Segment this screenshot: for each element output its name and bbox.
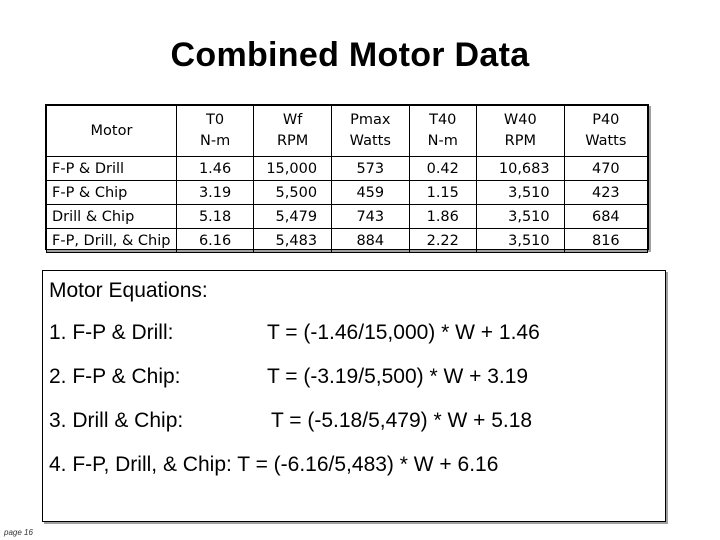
cell-motor: F-P & Drill: [47, 157, 177, 181]
cell-motor: F-P & Chip: [47, 181, 177, 205]
cell-wf: 5,479: [254, 205, 332, 229]
slide-title: Combined Motor Data: [170, 36, 530, 74]
header-pmax: Pmax Watts: [332, 106, 409, 157]
motor-data-table: [46, 105, 648, 253]
equation-formula: T = (-1.46/15,000) * W + 1.46: [267, 321, 540, 344]
table-header-row: [47, 106, 648, 157]
cell-wf: 5,500: [254, 181, 332, 205]
cell-t40: 0.42: [409, 157, 476, 181]
header-p40: P40 Watts: [564, 106, 647, 157]
table-row: [47, 157, 648, 181]
cell-p40: 423: [564, 181, 647, 205]
equation-label: 1. F-P & Drill:: [49, 321, 174, 344]
equation-formula: T = (-6.16/5,483) * W + 6.16: [237, 453, 499, 476]
table-row: [47, 205, 648, 229]
cell-pmax: 743: [332, 205, 409, 229]
equation-row: [49, 321, 659, 345]
cell-pmax: 884: [332, 229, 409, 253]
equation-formula: T = (-3.19/5,500) * W + 3.19: [267, 365, 529, 388]
cell-w40: 3,510: [476, 205, 564, 229]
cell-motor: Drill & Chip: [47, 205, 177, 229]
equation-label: 2. F-P & Chip:: [49, 365, 181, 388]
page-number: page 16: [4, 528, 33, 537]
cell-pmax: 459: [332, 181, 409, 205]
equation-row: [49, 365, 659, 389]
cell-motor: F-P, Drill, & Chip: [47, 229, 177, 253]
cell-p40: 684: [564, 205, 647, 229]
cell-w40: 10,683: [476, 157, 564, 181]
motor-data-table-frame: [45, 104, 649, 250]
cell-t0: 6.16: [176, 229, 253, 253]
table-row: [47, 229, 648, 253]
cell-t0: 5.18: [176, 205, 253, 229]
header-wf: Wf RPM: [254, 106, 332, 157]
cell-t40: 1.15: [409, 181, 476, 205]
cell-w40: 3,510: [476, 229, 564, 253]
cell-t0: 3.19: [176, 181, 253, 205]
equation-label: 3. Drill & Chip:: [49, 409, 184, 432]
motor-equations-box: [42, 270, 666, 522]
equation-row: [49, 453, 659, 477]
equation-label: 4. F-P, Drill, & Chip:: [49, 453, 232, 476]
cell-wf: 5,483: [254, 229, 332, 253]
equation-row: [49, 409, 659, 433]
cell-p40: 816: [564, 229, 647, 253]
equation-formula: T = (-5.18/5,479) * W + 5.18: [271, 409, 533, 432]
cell-wf: 15,000: [254, 157, 332, 181]
cell-t0: 1.46: [176, 157, 253, 181]
cell-p40: 470: [564, 157, 647, 181]
header-motor: Motor: [47, 106, 177, 157]
cell-w40: 3,510: [476, 181, 564, 205]
table-row: [47, 181, 648, 205]
cell-pmax: 573: [332, 157, 409, 181]
cell-t40: 2.22: [409, 229, 476, 253]
header-t40: T40 N-m: [409, 106, 476, 157]
equations-heading: Motor Equations:: [49, 279, 208, 302]
cell-t40: 1.86: [409, 205, 476, 229]
header-w40: W40 RPM: [476, 106, 564, 157]
header-t0: T0 N-m: [176, 106, 253, 157]
